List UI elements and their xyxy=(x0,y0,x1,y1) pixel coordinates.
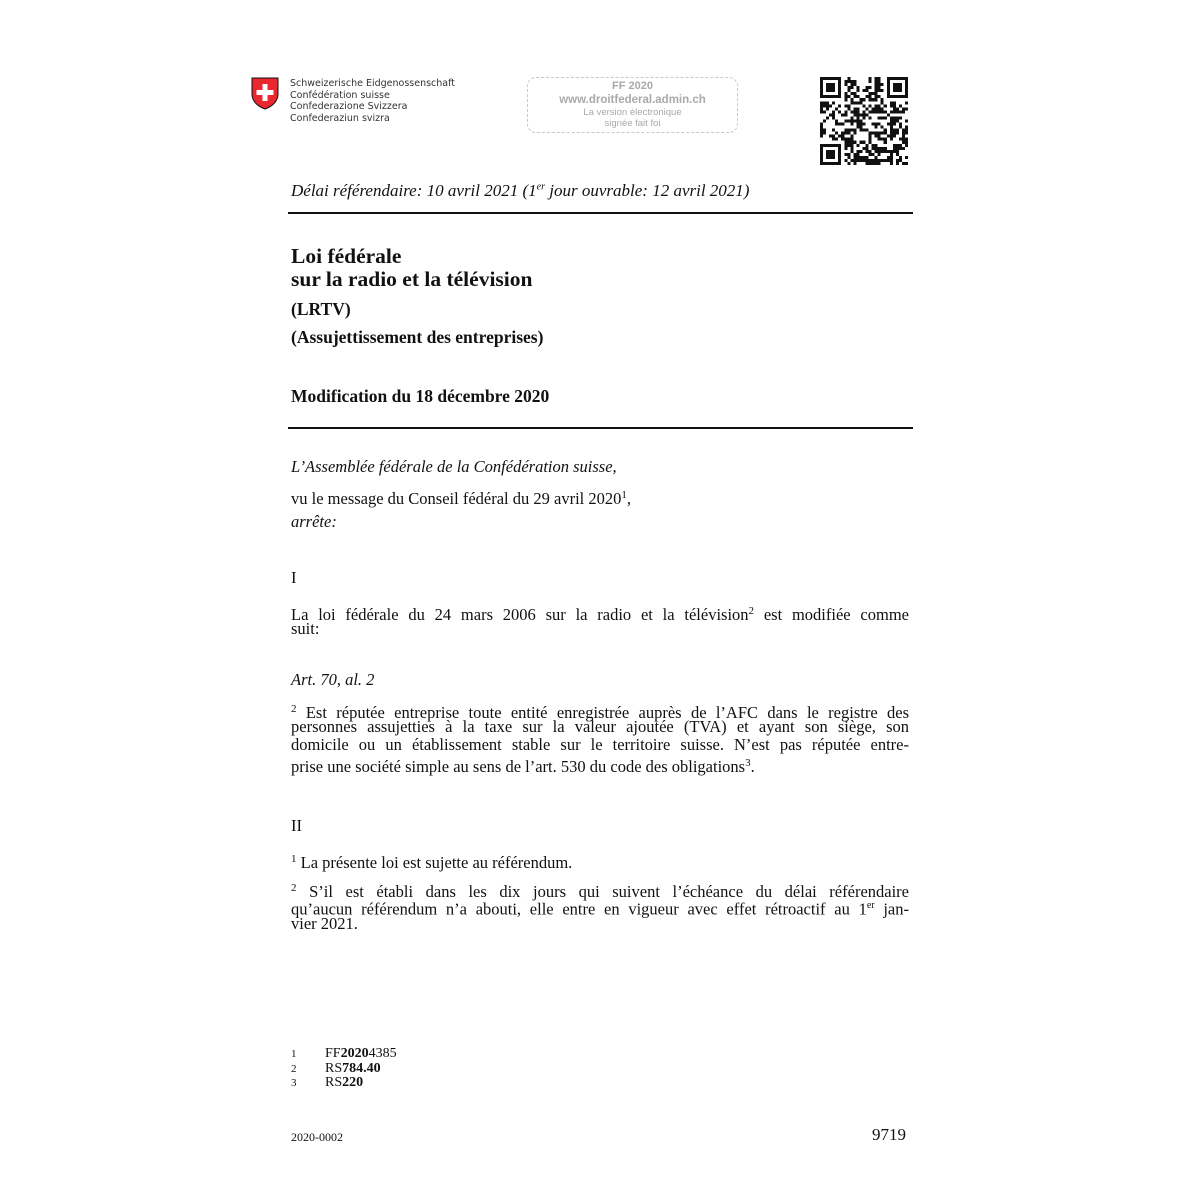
footnote-ref: 1 xyxy=(621,489,627,501)
paragraph-text: Est réputée entreprise toute entité enregistrée auprès de l’AFC dans le registre des xyxy=(296,703,909,722)
message-text: vu le message du Conseil fédéral du 29 avril 2020 xyxy=(291,489,622,508)
footnote-text: 2020 xyxy=(340,1046,369,1061)
footnote-ref: 2 xyxy=(748,605,755,617)
stamp-url: www.droitfederal.admin.ch xyxy=(559,94,706,106)
paragraph-text: La présente loi est sujette au référendum. xyxy=(296,853,573,872)
preamble-message xyxy=(291,486,909,508)
section-heading: I xyxy=(291,568,297,587)
law-abbreviation: (LRTV) xyxy=(291,299,351,319)
confederation-line: Confédération suisse xyxy=(290,89,390,101)
document-id: 2020-0002 xyxy=(291,1130,343,1144)
article-heading: Art. 70, al. 2 xyxy=(291,670,375,689)
swiss-crest-icon xyxy=(251,77,279,110)
paragraph-line: vier 2021. xyxy=(291,914,358,933)
intro-text: est modifiée comme xyxy=(754,605,909,624)
electronic-signature-stamp xyxy=(527,77,738,133)
ordinal-sup: er xyxy=(866,900,875,911)
paragraph-number: 1 xyxy=(291,853,297,865)
footnote xyxy=(291,1062,397,1077)
paragraph-text: prise une société simple au sens de l’art. 530 du code des obligations xyxy=(291,757,746,776)
preamble-assembly: L’Assemblée fédérale de la Confédération suisse, xyxy=(291,457,617,476)
deadline-text: jour ouvrable: 12 avril 2021) xyxy=(545,181,750,200)
qr-code-icon xyxy=(820,77,908,165)
stamp-text: La version électronique xyxy=(583,107,682,118)
paragraph-number: 2 xyxy=(291,882,297,894)
referendum-deadline xyxy=(291,181,749,201)
footnote-text: RS xyxy=(325,1060,343,1076)
page-number: 9719 xyxy=(872,1125,906,1144)
footnote xyxy=(291,1076,397,1091)
divider xyxy=(288,427,913,429)
message-text: , xyxy=(626,489,632,508)
confederation-line: Confederaziun svizra xyxy=(290,112,390,124)
paragraph-text: S’il est établi dans les dix jours qui suivent l’échéance du délai référendaire xyxy=(296,882,909,901)
footnote-number: 3 xyxy=(291,1077,297,1089)
confederation-line: Confederazione Svizzera xyxy=(290,101,408,113)
footnote-text: RS xyxy=(325,1075,343,1090)
paragraph-text: qu’aucun référendum n’a abouti, elle entre en vigueur avec effet rétroactif au 1 xyxy=(291,899,867,919)
paragraph-line: personnes assujetties à la taxe sur la valeur ajoutée (TVA) et ayant son siège, son xyxy=(291,717,909,736)
footnote-number: 2 xyxy=(291,1062,297,1075)
paragraph-line xyxy=(291,850,909,872)
paragraph-text: jan- xyxy=(874,899,909,919)
paragraph-number: 2 xyxy=(291,703,297,715)
law-title: sur la radio et la télévision xyxy=(291,267,533,291)
confederation-line: Schweizerische Eidgenossenschaft xyxy=(290,78,456,89)
paragraph-line xyxy=(291,754,909,776)
footnote-text: 4385 xyxy=(368,1046,397,1061)
deadline-text: Délai référendaire: 10 avril 2021 (1 xyxy=(291,181,537,200)
confederation-names xyxy=(290,78,455,124)
deadline-sup: er xyxy=(536,181,546,193)
amendment-intro-line: suit: xyxy=(291,619,320,638)
modification-date: Modification du 18 décembre 2020 xyxy=(291,386,550,406)
law-title: Loi fédérale xyxy=(291,244,402,268)
footnote xyxy=(291,1047,397,1062)
section-heading: II xyxy=(291,816,302,835)
footnote-text: FF xyxy=(325,1046,341,1061)
stamp-text: signée fait foi xyxy=(604,118,661,129)
stamp-ff: FF 2020 xyxy=(612,80,653,92)
intro-text: La loi fédérale du 24 mars 2006 sur la radio et la télévision xyxy=(291,605,749,624)
paragraph-text: . xyxy=(750,757,755,776)
footnote-number: 1 xyxy=(291,1048,297,1060)
footnote-ref: 3 xyxy=(745,757,751,769)
preamble-decree: arrête: xyxy=(291,512,337,531)
law-subject: (Assujettissement des entreprises) xyxy=(291,327,544,347)
divider xyxy=(288,212,913,214)
paragraph-line: domicile ou un établissement stable sur le territoire suisse. N’est pas réputée entre- xyxy=(291,735,909,754)
footnotes xyxy=(291,1047,397,1091)
footnote-text: 220 xyxy=(342,1075,364,1090)
footnote-text: 784.40 xyxy=(342,1060,381,1076)
